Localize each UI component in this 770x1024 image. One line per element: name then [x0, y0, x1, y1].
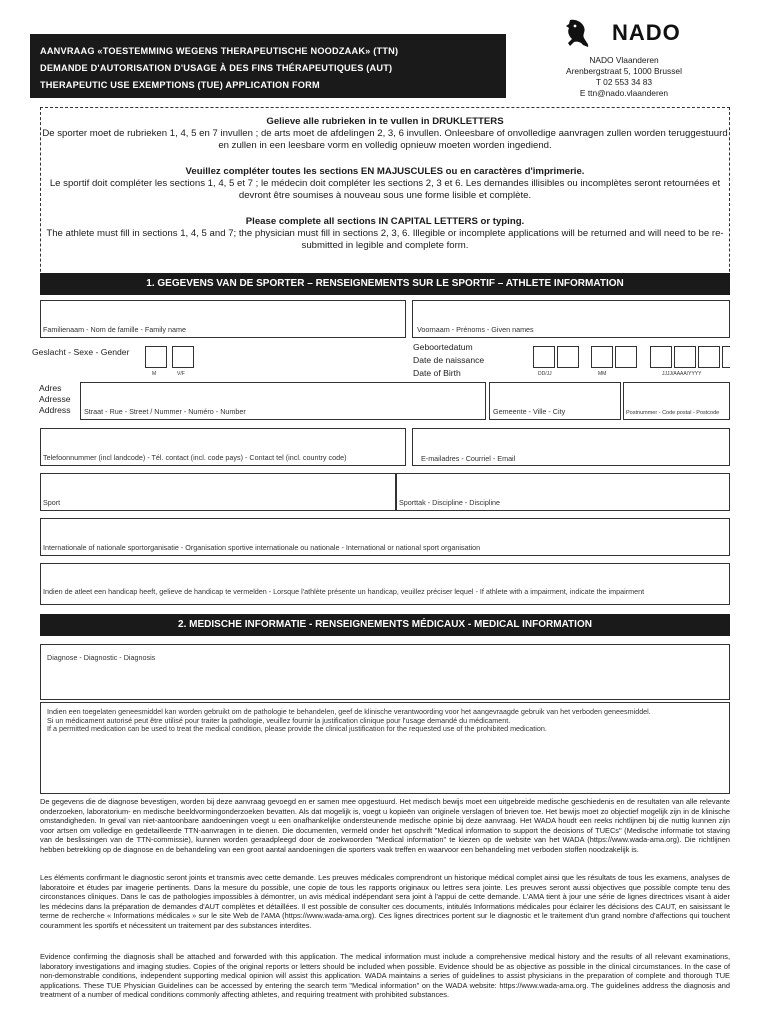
street-field[interactable]: [80, 382, 486, 420]
evidence-paragraph-nl: De gegevens die de diagnose bevestigen, worden bij deze aanvraag gevoegd en er samen mee opgestuurd. Het medisch bewijs moet een uitgebreide medische geschiedenis en de resultaten van alle relevante onderzoeken, laboratorium- en medische beeldvormingonderzoeken bevatten. Als dat mogelijk is, voegt u kopieën van originele verslagen of brieven toe. Het bewijs moet zo objectief mogelijk zijn in de klinische omstandigheden. In geval van niet-aantoonbare aandoeningen voegt u een onafhankelijke ondersteunende medische opinie bij deze aanvraag. Het WADA houdt een reeks richtlijnen bij die nuttig kunnen zijn voor artsen om volledige en gedetailleerde TTN-aanvragen in te dienen. Die documenten, vermeld onder het opschrift "Medical information to support the decisions of TUECs" (Medische informatie tot staving van de beslissingen van de TTN-commissie), kunnen worden geraadpleegd door de zoekwoorden "Medical information" te kiezen op de website van het WADA (https://www.wada-ama.org). Die richtlijnen hebben betrekking op de diagnose en de behandeling van een groot aantal aandoeningen die sporters vaak treffen en waarvoor een behandeling met verboden stoffen noodzakelijk is.: [40, 797, 730, 854]
notice-fr-text: Le sportif doit compléter les sections 1, 4, 5 et 7 ; le médecin doit compléter les sections 2, 3 et 6. Les demandes illisibles ou incomplètes seront retournées et devront être soumises à nouveau sous une forme lisible et complète.: [49, 178, 721, 201]
dob-year-box-1[interactable]: [650, 346, 672, 368]
sport-organisation-label: Internationale of nationale sportorganisatie - Organisation sportive internationale ou nationale - International or national sport organisation: [43, 543, 481, 552]
contact-email: E ttn@nado.vlaanderen: [579, 88, 669, 98]
form-title-block: [30, 34, 506, 98]
dob-mm-caption: MM: [598, 371, 607, 377]
surname-field[interactable]: [40, 300, 406, 338]
dob-year-box-3[interactable]: [698, 346, 720, 368]
permitted-medication-field[interactable]: [40, 702, 730, 794]
permitted-medication-text: [47, 708, 725, 734]
evidence-paragraph-en: Evidence confirming the diagnosis shall be attached and forwarded with this application. The medical information must include a comprehensive medical history and the results of all relevant examinations, laboratory investigations and imaging studies. Copies of the original reports or letters should be included when possible. Evidence should be as objective as possible in the clinical circumstances. In the case of non-demonstrable conditions, independent supporting medical opinion will assist this application. WADA maintains a series of guidelines to assist physicians in the preparation of complete and thorough TUE applications. These TUE Physician Guidelines can be accessed by entering the search term "Medical information" on the WADA website: https://www.wada-ama.org. The guidelines address the diagnosis and treatment of a number of medical conditions commonly affecting athletes, and requiring treatment with prohibited substances.: [40, 952, 730, 1000]
city-field[interactable]: [489, 382, 621, 420]
email-field[interactable]: [412, 428, 730, 466]
dob-label-nl: Geboortedatum: [413, 342, 473, 352]
notice-nl-text: De sporter moet de rubrieken 1, 4, 5 en 7 invullen ; de arts moet de afdelingen 2, 3, 6 invullen. Onleesbare of onvolledige aanvragen zullen worden teruggestuurd en zullen in een leesbare vorm en volledig opnieuw moeten worden ingediend.: [42, 128, 728, 151]
nado-logo: [560, 18, 690, 52]
discipline-field[interactable]: [396, 473, 730, 511]
impairment-field[interactable]: [40, 563, 730, 605]
email-label: E-mailadres - Courriel - Email: [421, 454, 516, 463]
firstname-label: Voornaam - Prénoms - Given names: [417, 325, 534, 334]
dob-month-box-1[interactable]: [591, 346, 613, 368]
discipline-label: Sporttak - Discipline - Discipline: [399, 498, 501, 507]
address-label-fr: Adresse: [39, 394, 71, 404]
street-label: Straat - Rue - Street / Nummer - Numéro - Number: [84, 407, 246, 416]
form-title-nl: AANVRAAG «TOESTEMMING WEGENS THERAPEUTISCHE NOODZAAK» (TTN): [40, 46, 399, 56]
notice-nl-bold: Gelieve alle rubrieken in te vullen in DRUKLETTERS: [266, 116, 504, 127]
address-label-en: Address: [39, 405, 71, 415]
impairment-label: Indien de atleet een handicap heeft, gelieve de handicap te vermelden - Lorsque l'athlète présente un handicap, veuillez préciser lequel - If athlete with a impairment, indicate the impairment: [43, 587, 645, 596]
permitted-nl: Indien een toegelaten geneesmiddel kan worden gebruikt om de pathologie te behandelen, geef de klinische verantwoording voor het aangevraagde gebruik van het verboden geneesmiddel.: [47, 707, 651, 716]
permitted-en: If a permitted medication can be used to treat the medical condition, please provide the clinical justification for the requested use of the prohibited medication.: [47, 724, 547, 734]
dob-day-box-2[interactable]: [557, 346, 579, 368]
phone-label: Telefoonnummer (incl landcode) - Tél. contact (incl. code pays) - Contact tel (incl. country code): [43, 453, 347, 462]
dob-year-box-4[interactable]: [722, 346, 730, 368]
form-title-fr: DEMANDE D'AUTORISATION D'USAGE À DES FINS THÉRAPEUTIQUES (AUT): [40, 63, 393, 73]
phone-field[interactable]: [40, 428, 406, 466]
instructions-notice: [40, 107, 730, 292]
form-title-en: THERAPEUTIC USE EXEMPTIONS (TUE) APPLICATION FORM: [40, 80, 320, 90]
sport-label: Sport: [43, 498, 61, 507]
contact-block: [560, 55, 688, 99]
postcode-field[interactable]: [623, 382, 730, 420]
dob-year-box-2[interactable]: [674, 346, 696, 368]
sport-field[interactable]: [40, 473, 396, 511]
gender-m-caption: M: [152, 371, 157, 377]
contact-org: NADO Vlaanderen: [589, 55, 659, 65]
firstname-field[interactable]: [412, 300, 730, 338]
notice-fr-bold: Veuillez compléter toutes les sections EN MAJUSCULES ou en caractères d'imprimerie.: [185, 166, 585, 177]
dob-month-box-2[interactable]: [615, 346, 637, 368]
diagnosis-field[interactable]: [40, 644, 730, 700]
dob-yyyy-caption: JJJJ/AAAA/YYYY: [662, 371, 702, 377]
evidence-paragraph-fr: Les éléments confirmant le diagnostic seront joints et transmis avec cette demande. Les preuves médicales comprendront un historique médical complet ainsi que les résultats de tous les examens, analyses de laboratoire et études par imagerie pertinents. Dans la mesure du possible, une copie de tous les rapports originaux ou lettres sera jointe. Les preuves seront aussi objectives que possible compte tenu des circonstances cliniques. Dans le cas de pathologies impossibles à démontrer, un avis médical indépendant sera joint à l'appui de cette demande. L'AMA tient à jour une série de lignes directrices visant à aider les médecins dans la préparation de demandes d'AUT complètes et détaillées. Il est possible de consulter ces documents, intitulés Informations médicales pour éclairer les décisions des CAUT, en saisissant le terme de recherche « Informations médicales » sur le site Web de l'AMA (https://www.wada-ama.org). Ces lignes directrices portent sur le diagnostic et le traitement d'un grand nombre d'affections qui touchent couramment les sportifs et nécessitent un traitement par des substances interdites.: [40, 873, 730, 930]
notice-en-text: The athlete must fill in sections 1, 4, 5 and 7; the physician must fill in sections 2, 3, 6. Illegible or incomplete applications will be returned and will need to be re-submitted in legible and complete form.: [46, 228, 724, 251]
dob-label-en: Date of Birth: [413, 368, 461, 378]
address-label: [39, 383, 71, 416]
gender-f-caption: V/F: [177, 371, 185, 377]
dob-label: [413, 341, 484, 380]
section2-header: 2. MEDISCHE INFORMATIE - RENSEIGNEMENTS MÉDICAUX - MEDICAL INFORMATION: [40, 614, 730, 636]
section1-header: 1. GEGEVENS VAN DE SPORTER – RENSEIGNEMENTS SUR LE SPORTIF – ATHLETE INFORMATION: [40, 273, 730, 295]
sport-organisation-field[interactable]: [40, 518, 730, 556]
address-label-nl: Adres: [39, 383, 62, 393]
gender-male-box[interactable]: [145, 346, 167, 368]
notice-en-bold: Please complete all sections IN CAPITAL LETTERS or typing.: [245, 216, 525, 227]
postcode-label: Postnummer - Code postal - Postcode: [626, 410, 720, 416]
flemish-lion-icon: [564, 18, 590, 48]
contact-phone: T 02 553 34 83: [595, 77, 653, 87]
dob-label-fr: Date de naissance: [413, 355, 485, 365]
city-label: Gemeente - Ville - City: [493, 407, 566, 416]
surname-label: Familienaam - Nom de famille - Family name: [43, 325, 186, 334]
gender-female-box[interactable]: [172, 346, 194, 368]
gender-label: Geslacht - Sexe - Gender: [32, 347, 130, 357]
dob-dd-caption: DD/JJ: [538, 371, 552, 377]
diagnosis-label: Diagnose - Diagnostic - Diagnosis: [47, 653, 156, 662]
permitted-fr: Si un médicament autorisé peut être utilisé pour traiter la pathologie, veuillez fournir la justification clinique pour l'usage demandé du médicament.: [47, 715, 511, 725]
logo-text: NADO: [612, 20, 681, 45]
dob-day-box-1[interactable]: [533, 346, 555, 368]
contact-address: Arenbergstraat 5, 1000 Brussel: [566, 66, 682, 76]
